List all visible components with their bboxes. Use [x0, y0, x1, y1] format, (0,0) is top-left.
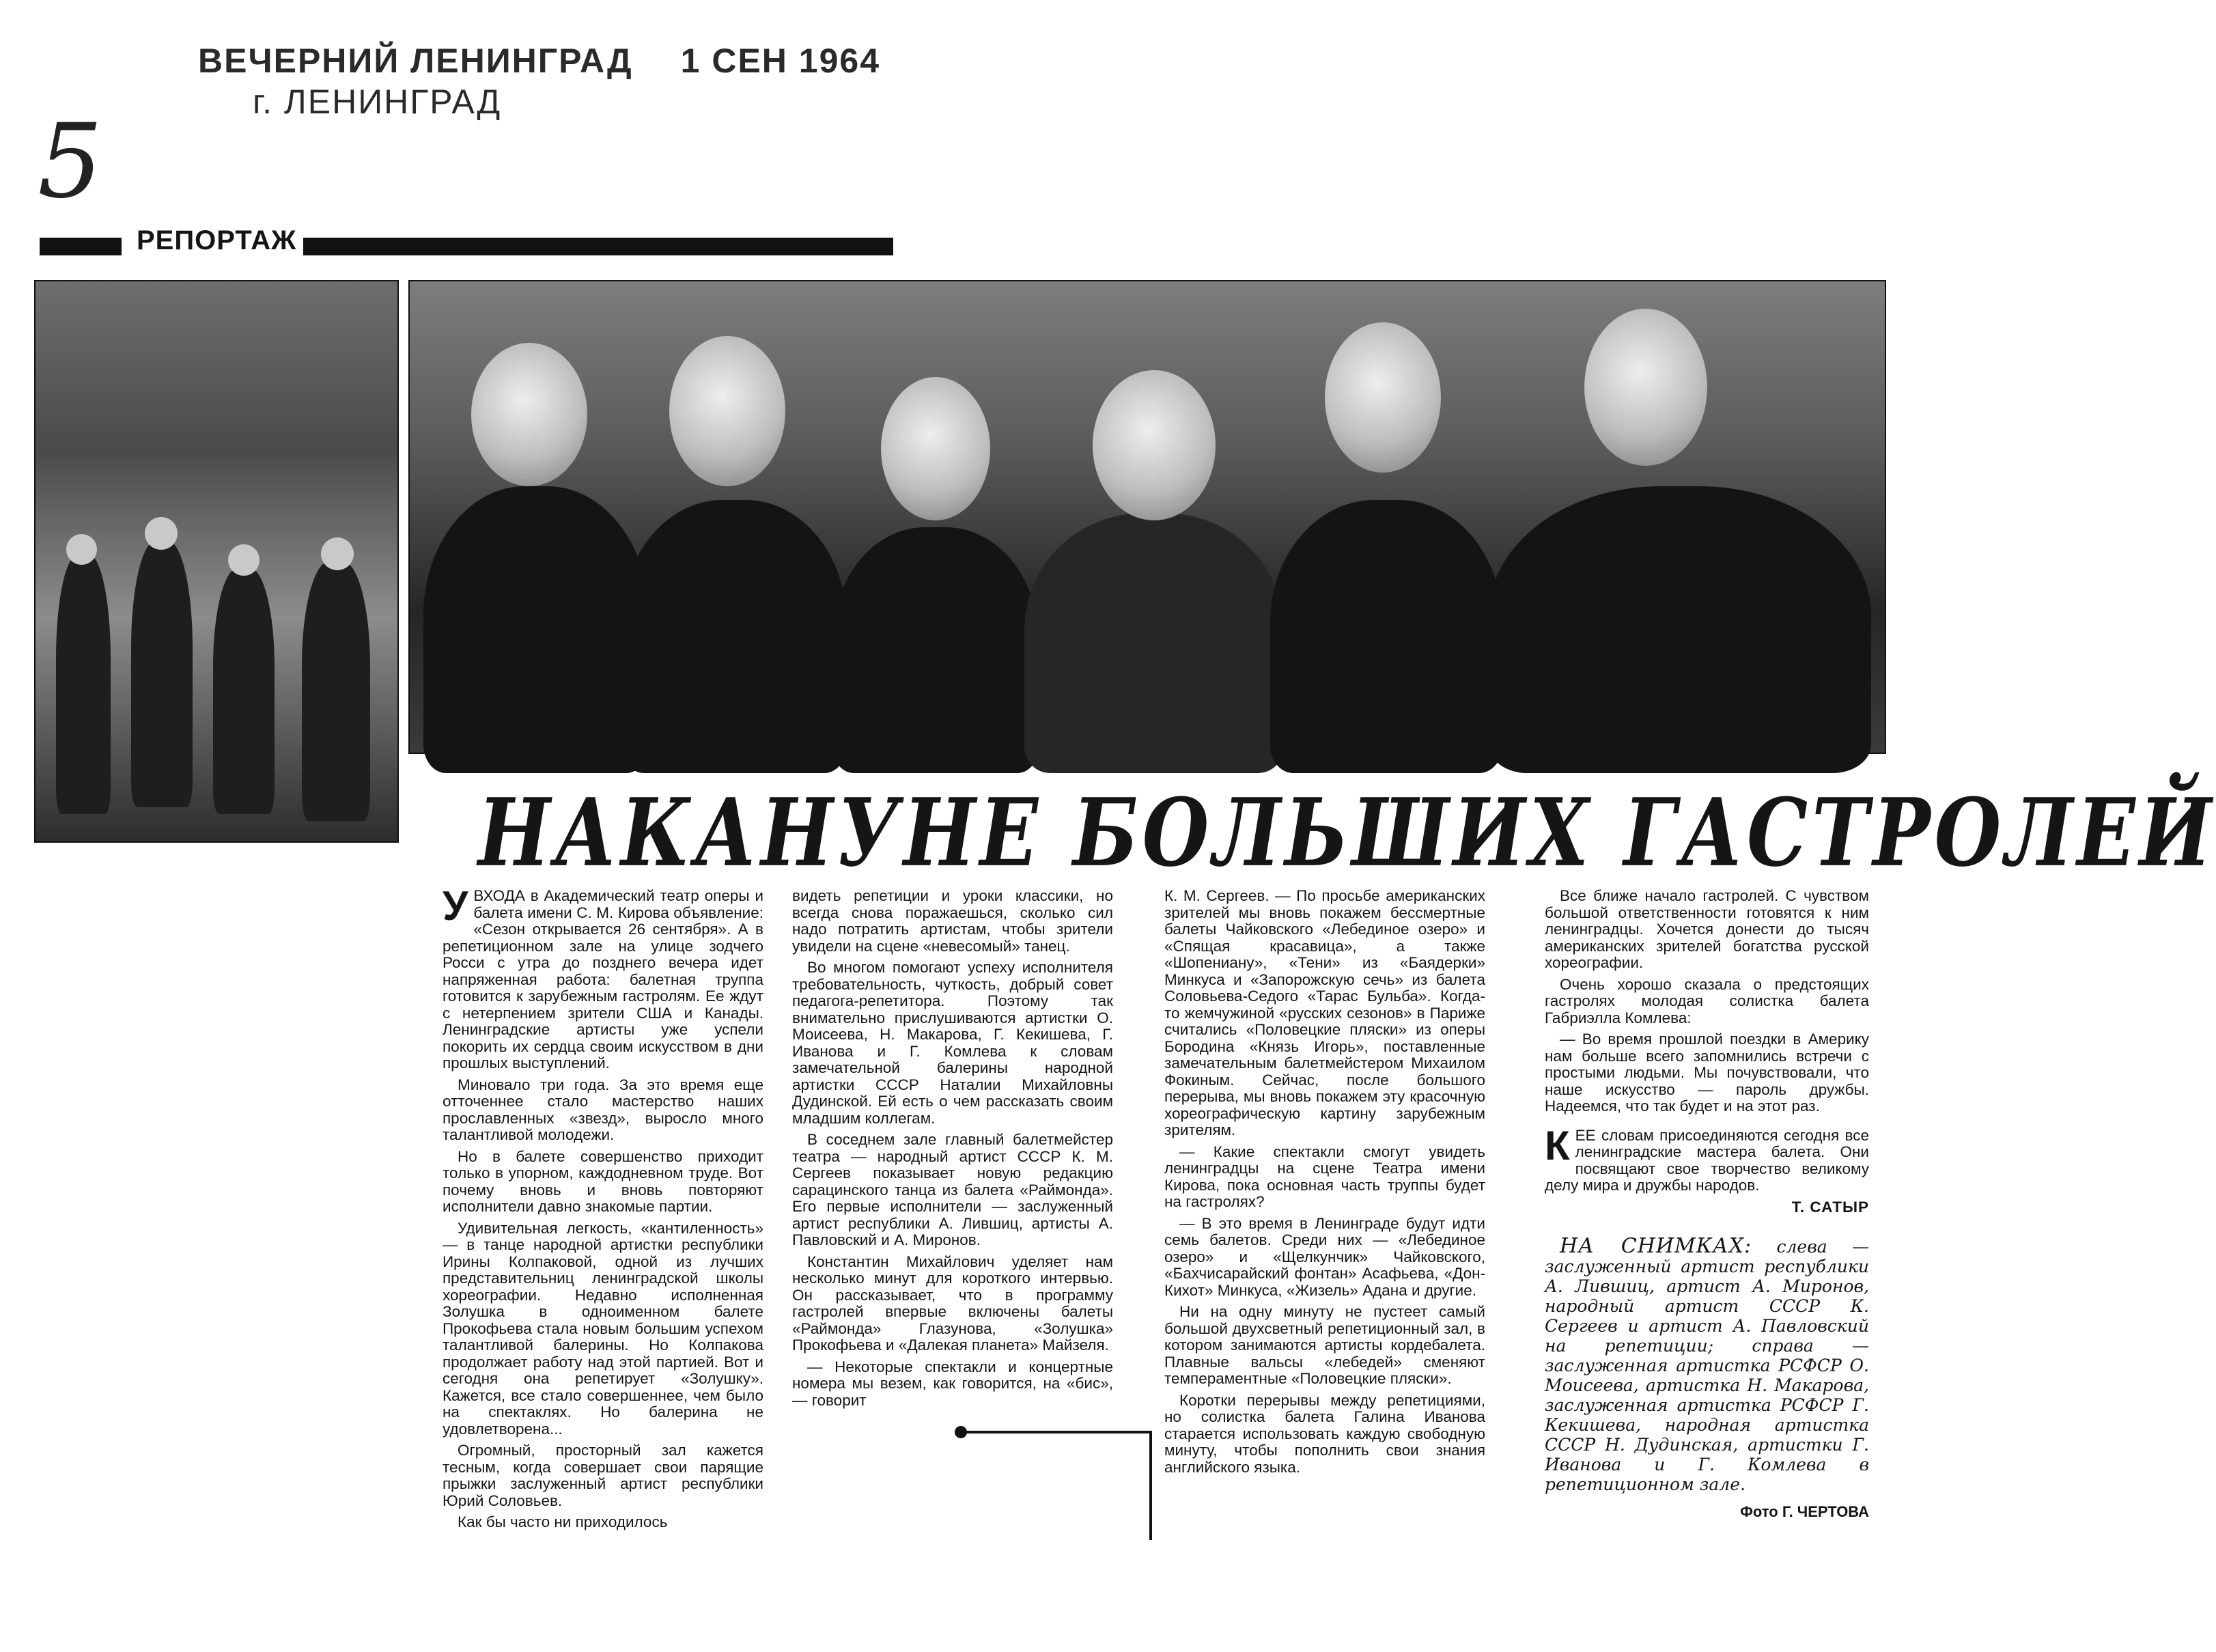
paragraph: видеть репетиции и уроки классики, но всегда снова поражаешься, сколько сил надо потратить артистам, чтобы зрители увидели на сцене «невесомый» танец.	[792, 887, 1113, 955]
dancer-head	[145, 517, 178, 550]
headline: НАКАНУНЕ БОЛЬШИХ ГАСТРОЛЕЙ	[478, 779, 2216, 888]
dancer-head	[321, 537, 354, 570]
paragraph: К. М. Сергеев. — По просьбе американских зрителей мы вновь покажем бессмертные балеты Чайковского «Лебединое озеро» и «Спящая красавица», а также «Шопениану», «Тени» из «Баядерки» Минкуса и «Запорожскую сечь» из балета Соловьева-Седого «Тарас Бульба». Когда-то жемчужиной «русских сезонов» в Париже считались «Половецкие пляски» из оперы Бородина «Князь Игорь», поставленные замечательным балетмейстером Михаилом Фокиным. Сейчас, после большого перерыва, мы вновь покажем эту красочную хореографическую картину зарубежным зрителям.	[1164, 887, 1485, 1138]
paragraph: Все ближе начало гастролей. С чувством большой ответственности готовятся к ним ленинградцы. Хочется донести до тысяч американских зрителей богатства русской хореографии.	[1545, 887, 1869, 971]
dropcap: У	[443, 883, 468, 929]
paragraph: Как бы часто ни приходилось	[458, 1513, 668, 1530]
teacher-figure	[1024, 514, 1284, 773]
clipping-stamp	[198, 41, 881, 122]
dancer-figure	[213, 568, 275, 814]
stamp-date: 1 СЕН 1964	[680, 42, 881, 80]
photo-rehearsal-men	[34, 280, 399, 843]
paragraph: Во многом помогают успеху исполнителя требовательность, чуткость, добрый совет педагога-репетитора. Поэтому так внимательно прислушиваются артистки О. Моисеева, Н. Макарова, Г. Кекишева, Г. Иванова и Г. Комлева к словам замечательной балерины народной артистки СССР Наталии Михайловны Дудинской. Ей есть о чем рассказать своим младшим коллегам.	[792, 959, 1113, 1127]
dancer-figure	[131, 541, 193, 807]
teacher-face	[1093, 370, 1216, 520]
photo-credit: Фото Г. ЧЕРТОВА	[1740, 1503, 1869, 1520]
paragraph: Но в балете совершенство приходит только в упорном, каждодневном труде. Вот почему вновь и вновь повторяют исполнители давно знакомые партии.	[443, 1147, 763, 1215]
ballerina-figure	[1270, 500, 1502, 773]
paragraph: Константин Михайлович уделяет нам несколько минут для короткого интервью. Он рассказывает, что в программу гастролей впервые включены балеты «Раймонда» Глазунова, «Золушка» Прокофьева и «Далекая планета» Майзеля.	[792, 1252, 1113, 1354]
dropcap: К	[1545, 1122, 1570, 1168]
separator-line	[959, 1431, 1151, 1433]
paragraph: В соседнем зале главный балетмейстер театра — народный артист СССР К. М. Сергеев показывает новую редакцию сарацинского танца из балета «Раймонда». Его первые исполнители — заслуженный артист республики А. Лившиц, артисты А. Павловский и А. Миронов.	[792, 1131, 1113, 1248]
handwritten-number: 5	[38, 102, 103, 221]
paragraph: Огромный, просторный зал кажется тесным, когда совершает свои парящие прыжки заслуженный артист республики Юрий Соловьев.	[443, 1442, 763, 1509]
rubric-label: РЕПОРТАЖ	[130, 225, 303, 256]
ballerina-face	[669, 336, 785, 486]
dancer-figure	[302, 561, 370, 821]
article-column-4	[1545, 888, 1869, 1521]
ballerina-figure	[423, 486, 649, 773]
paragraph: — Некоторые спектакли и концертные номера мы везем, как говорится, на «бис», — говорит	[792, 1358, 1113, 1409]
article-column-2	[792, 888, 1113, 1414]
paragraph: — Какие спектакли смогут увидеть ленинградцы на сцене Театра имени Кирова, пока основная часть труппы будет на гастролях?	[1164, 1143, 1485, 1210]
ballerina-figure	[833, 527, 1038, 773]
paragraph: Коротки перерывы между репетициями, но солистка балета Галина Иванова старается использовать каждую свободную минуту, чтобы пополнить свои знания английского языка.	[1164, 1391, 1485, 1476]
paragraph: Ни на одну минуту не пустеет самый большой двухсветный репетиционный зал, в котором занимаются артисты кордебалета. Плавные вальсы «лебедей» сменяют темпераментные «Половецкие пляски».	[1164, 1303, 1485, 1387]
dancer-figure	[56, 555, 111, 814]
photo-ballerinas	[408, 280, 1886, 754]
ballerina-figure	[621, 500, 847, 773]
dancer-head	[66, 534, 97, 565]
article-column-1	[443, 883, 763, 1536]
paragraph: Миновало три года. За это время еще отточеннее стало мастерство наших прославленных «звезд», выросло много талантливой молодежи.	[443, 1076, 763, 1143]
paragraph: КЕЕ словам присоединяются сегодня все ленинградские мастера балета. Они посвящают свое творчество великому делу мира и дружбы народов.	[1545, 1122, 1869, 1194]
captions-text: слева — заслуженный артист республики А. Лившиц, артист А. Миронов, народный артист СССР К. Сергеев и артист А. Павловский на репетиции; справа — заслуженная артистка РСФСР О. Моисеева, артистка Н. Макарова, заслуженная артистка РСФСР Г. Кекишева, народная артистка СССР Н. Дудинская, артистки Г. Иванова и Г. Комлева в репетиционном зале.	[1545, 1237, 1869, 1494]
captions-heading: НА СНИМКАХ:	[1560, 1234, 1752, 1258]
author-byline: Т. САТЫР	[1791, 1198, 1869, 1216]
ballerina-face	[471, 343, 587, 486]
rubric-bar-right	[272, 238, 893, 255]
paragraph: УВХОДА в Академический театр оперы и балета имени С. М. Кирова объявление: «Сезон открывается 26 сентября». А в репетиционном зале на улице зодчего Росси с утра до позднего вечера идет напряженная работа: балетная труппа готовится к зарубежным гастролям. Ее ждут с нетерпением зрители США и Канады. Ленинградские артисты уже успели покорить их сердца своим искусством в дни прошлых выступлений.	[443, 883, 763, 1072]
separator-vertical	[1149, 1431, 1152, 1540]
stamp-newspaper: ВЕЧЕРНИЙ ЛЕНИНГРАД	[198, 42, 633, 80]
ballerina-face	[881, 377, 990, 520]
dancer-head	[228, 544, 260, 576]
stamp-city: г. ЛЕНИНГРАД	[253, 83, 502, 121]
ballerina-figure	[1489, 486, 1871, 773]
article-column-3	[1164, 888, 1485, 1481]
rubric-bar-left	[40, 238, 122, 255]
separator-dot	[955, 1426, 967, 1438]
ballerina-face	[1584, 309, 1707, 466]
paragraph: Удивительная легкость, «кантиленность» — в танце народной артистки республики Ирины Колпаковой, одной из лучших представительниц ленинградской школы хореографии. Недавно исполненная Золушка в одноименном балете Прокофьева стала новым большим успехом талантливой балерины. Но Колпакова продолжает работу над этой партией. Вот и сегодня она репетирует «Золушку». Кажется, все стало совершеннее, чем было на спектаклях. Но балерина не удовлетворена...	[443, 1219, 763, 1438]
paragraph: — В это время в Ленинграде будут идти семь балетов. Среди них — «Лебединое озеро» и «Щелкунчик» Чайковского, «Бахчисарайский фонтан» Асафьева, «Дон-Кихот» Минкуса, «Жизель» Адана и другие.	[1164, 1214, 1485, 1299]
paragraph: Очень хорошо сказала о предстоящих гастролях молодая солистка балета Габриэлла Комлева:	[1545, 975, 1869, 1026]
ballerina-face	[1325, 322, 1441, 473]
paragraph: — Во время прошлой поездки в Америку нам больше всего запомнились встречи с простыми людьми. Мы почувствовали, что наше искусство — пароль дружбы. Надеемся, что так будет и на этот раз.	[1545, 1031, 1869, 1115]
photo-captions	[1545, 1236, 1869, 1494]
